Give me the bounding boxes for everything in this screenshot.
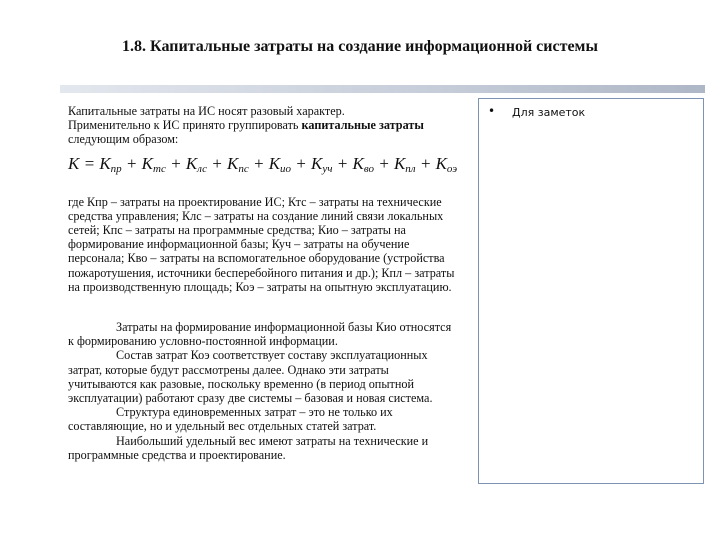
formula-term-base: K bbox=[311, 153, 323, 173]
formula-term-base: K bbox=[268, 153, 281, 173]
formula-plus: + bbox=[332, 153, 353, 173]
formula-term bbox=[436, 154, 458, 173]
formula-term bbox=[227, 154, 249, 173]
formula-lhs: K bbox=[68, 153, 80, 173]
formula-term-sub: пс bbox=[238, 162, 249, 175]
formula-plus: + bbox=[415, 153, 436, 173]
main-content bbox=[68, 104, 458, 462]
formula-term-base: K bbox=[435, 153, 447, 173]
intro-bold-term: капитальные затраты bbox=[301, 118, 424, 133]
formula-term bbox=[142, 154, 166, 173]
formula-term-sub: уч bbox=[322, 162, 333, 175]
formula-plus: + bbox=[165, 153, 186, 173]
formula-terms bbox=[99, 154, 457, 173]
capital-cost-formula bbox=[68, 153, 458, 177]
formula-term-sub: пл bbox=[405, 162, 416, 175]
paragraph-largest-share: Наибольший удельный вес имеют затраты на технические и программные средства и проектирование. bbox=[68, 433, 429, 462]
formula-term bbox=[99, 154, 121, 173]
formula-term-base: K bbox=[99, 153, 111, 173]
formula-term-sub: ио bbox=[280, 162, 292, 175]
formula-term bbox=[394, 154, 416, 173]
explanation-paragraphs bbox=[68, 320, 458, 462]
formula-term-base: K bbox=[185, 153, 198, 173]
page-title: 1.8. Капитальные затраты на создание информационной системы bbox=[122, 38, 598, 55]
formula-plus: + bbox=[291, 153, 312, 173]
formula-plus: + bbox=[121, 153, 142, 173]
paragraph-trial-operation: Состав затрат Коэ соответствует составу эксплуатационных затрат, которые будут рассмотрены далее. Однако эти затраты учитываются как разовые, поскольку временно (в период опытной эксплуатации) работают сразу две системы – базовая и новая система. bbox=[68, 348, 433, 406]
formula-term-sub: оэ bbox=[446, 162, 458, 175]
formula-plus: + bbox=[248, 153, 269, 173]
formula-plus: + bbox=[206, 153, 227, 173]
formula-term-base: K bbox=[393, 153, 406, 173]
intro-line-3: следующим образом: bbox=[68, 132, 179, 147]
intro-paragraph bbox=[68, 104, 458, 147]
formula-term-base: K bbox=[141, 153, 153, 173]
paragraph-info-base: Затраты на формирование информационной базы Кио относятся к формированию условно-постоянной информации. bbox=[68, 320, 452, 349]
formula-term-sub: тс bbox=[153, 162, 166, 175]
formula-term-base: K bbox=[226, 153, 239, 173]
notes-bullet: • bbox=[488, 104, 496, 118]
formula-term-base: K bbox=[352, 153, 364, 173]
paragraph-structure: Структура единовременных затрат – это не только их составляющие, но и удельный вес отдельных статей затрат. bbox=[68, 405, 393, 434]
notes-box bbox=[478, 98, 704, 484]
formula-equals: = bbox=[79, 153, 100, 173]
formula-term bbox=[311, 154, 332, 173]
notes-label: Для заметок bbox=[512, 106, 586, 119]
formula-plus: + bbox=[373, 153, 394, 173]
intro-line-2: Применительно к ИС принято группировать bbox=[68, 118, 302, 133]
formula-term-sub: во bbox=[363, 162, 374, 175]
formula-term bbox=[352, 154, 373, 173]
formula-term bbox=[186, 154, 207, 173]
intro-line-1: Капитальные затраты на ИС носят разовый характер. bbox=[68, 104, 345, 118]
title-divider bbox=[60, 85, 705, 93]
formula-term-sub: пр bbox=[110, 162, 122, 175]
formula-term-sub: лс bbox=[197, 162, 207, 175]
formula-term bbox=[269, 154, 291, 173]
definitions-paragraph: где Кпр – затраты на проектирование ИС; Ктс – затраты на технические средства управления; Клс – затраты на создание линий связи локальных сетей; Кпс – затраты на программные средства; Кио – затраты на формирование информационной базы; Куч – затраты на обучение персонала; Кво – затраты на вспомогательное оборудование (устройства пожаротушения, источники бесперебойного питания и др.); Кпл – затраты на производственную площадь; Коэ – затраты на опытную эксплуатацию. bbox=[68, 194, 455, 294]
